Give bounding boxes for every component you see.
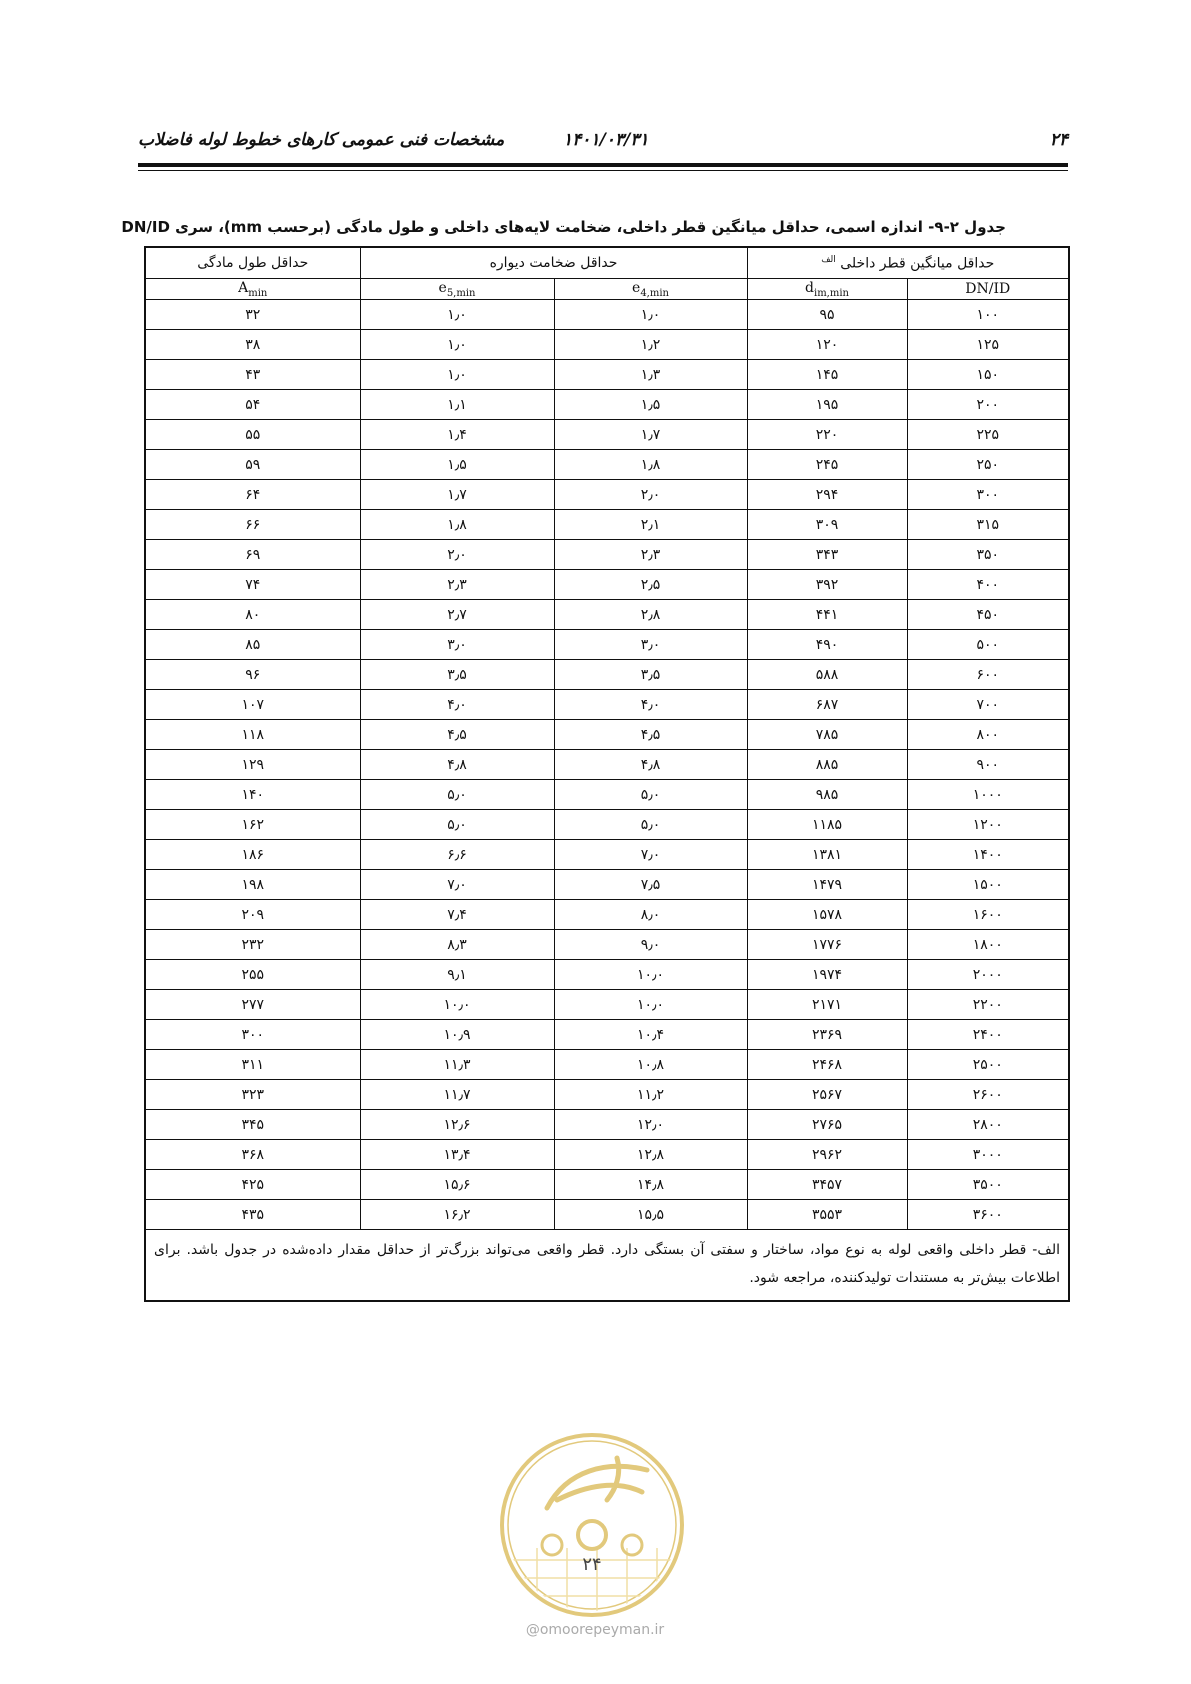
cell-a: ۲۵۵ bbox=[145, 960, 360, 990]
cell-dim: ۱۱۸۵ bbox=[747, 810, 907, 840]
cell-e5: ۱٫۴ bbox=[360, 420, 554, 450]
cell-e5: ۵٫۰ bbox=[360, 780, 554, 810]
cell-dim: ۳۹۲ bbox=[747, 570, 907, 600]
table-row bbox=[145, 1080, 1069, 1110]
cell-e4: ۱۰٫۰ bbox=[554, 960, 747, 990]
cell-e4: ۱٫۳ bbox=[554, 360, 747, 390]
cell-dim: ۵۸۸ bbox=[747, 660, 907, 690]
cell-dn: ۱۶۰۰ bbox=[907, 900, 1069, 930]
cell-a: ۷۴ bbox=[145, 570, 360, 600]
cell-dn: ۲۲۵ bbox=[907, 420, 1069, 450]
cell-e4: ۲٫۰ bbox=[554, 480, 747, 510]
inner-diameter-group-header: حداقل میانگین قطر داخلی $^{الف}$ bbox=[747, 247, 1069, 279]
cell-dn: ۲۲۰۰ bbox=[907, 990, 1069, 1020]
cell-a: ۱۸۶ bbox=[145, 840, 360, 870]
cell-e5: ۷٫۴ bbox=[360, 900, 554, 930]
cell-e5: ۱۰٫۹ bbox=[360, 1020, 554, 1050]
table-row bbox=[145, 570, 1069, 600]
cell-dim: ۲۹۴ bbox=[747, 480, 907, 510]
cell-e5: ۱٫۱ bbox=[360, 390, 554, 420]
cell-dim: ۱۴۷۹ bbox=[747, 870, 907, 900]
table-row bbox=[145, 300, 1069, 330]
cell-dn: ۳۰۰ bbox=[907, 480, 1069, 510]
cell-a: ۳۲۳ bbox=[145, 1080, 360, 1110]
cell-dn: ۲۴۰۰ bbox=[907, 1020, 1069, 1050]
cell-e4: ۳٫۵ bbox=[554, 660, 747, 690]
cell-e5: ۱۵٫۶ bbox=[360, 1170, 554, 1200]
cell-dn: ۱۵۰ bbox=[907, 360, 1069, 390]
cell-dn: ۳۱۵ bbox=[907, 510, 1069, 540]
table-row bbox=[145, 840, 1069, 870]
cell-dn: ۲۸۰۰ bbox=[907, 1110, 1069, 1140]
cell-dim: ۳۴۵۷ bbox=[747, 1170, 907, 1200]
cell-e4: ۸٫۰ bbox=[554, 900, 747, 930]
cell-a: ۶۹ bbox=[145, 540, 360, 570]
cell-e5: ۶٫۶ bbox=[360, 840, 554, 870]
header-date: ۱۴۰۱/۰۳/۳۱ bbox=[563, 130, 649, 150]
cell-e5: ۴٫۸ bbox=[360, 750, 554, 780]
cell-e4: ۵٫۰ bbox=[554, 780, 747, 810]
cell-a: ۱۰۷ bbox=[145, 690, 360, 720]
cell-a: ۳۶۸ bbox=[145, 1140, 360, 1170]
cell-a: ۲۰۹ bbox=[145, 900, 360, 930]
cell-e4: ۱۰٫۰ bbox=[554, 990, 747, 1020]
cell-a: ۱۶۲ bbox=[145, 810, 360, 840]
table-body bbox=[145, 300, 1069, 1230]
cell-e4: ۲٫۸ bbox=[554, 600, 747, 630]
cell-e5: ۱۰٫۰ bbox=[360, 990, 554, 1020]
cell-e5: ۷٫۰ bbox=[360, 870, 554, 900]
group-header-row bbox=[145, 247, 1069, 279]
cell-dim: ۱۷۷۶ bbox=[747, 930, 907, 960]
table-row bbox=[145, 1170, 1069, 1200]
cell-dn: ۳۰۰۰ bbox=[907, 1140, 1069, 1170]
footnote-mark: الف bbox=[821, 254, 836, 265]
document-title: مشخصات فنی عمومی کارهای خطوط لوله فاضلاب bbox=[138, 130, 505, 150]
page-header bbox=[138, 130, 1068, 152]
table-row bbox=[145, 1140, 1069, 1170]
cell-dim: ۱۴۵ bbox=[747, 360, 907, 390]
cell-dim: ۲۳۶۹ bbox=[747, 1020, 907, 1050]
column-header-row bbox=[145, 279, 1069, 300]
table-row bbox=[145, 900, 1069, 930]
cell-dn: ۸۰۰ bbox=[907, 720, 1069, 750]
table-row bbox=[145, 690, 1069, 720]
col-e5-header: $e_{5,min}$ bbox=[360, 279, 554, 300]
cell-dim: ۳۰۹ bbox=[747, 510, 907, 540]
cell-e5: ۱۲٫۶ bbox=[360, 1110, 554, 1140]
cell-dim: ۲۱۷۱ bbox=[747, 990, 907, 1020]
cell-e5: ۱٫۷ bbox=[360, 480, 554, 510]
cell-a: ۳۰۰ bbox=[145, 1020, 360, 1050]
cell-e4: ۱۴٫۸ bbox=[554, 1170, 747, 1200]
cell-dim: ۸۸۵ bbox=[747, 750, 907, 780]
cell-e4: ۷٫۵ bbox=[554, 870, 747, 900]
header-rule-thick bbox=[138, 163, 1068, 167]
table-row bbox=[145, 810, 1069, 840]
table-row bbox=[145, 930, 1069, 960]
cell-e4: ۱۲٫۰ bbox=[554, 1110, 747, 1140]
cell-dim: ۹۸۵ bbox=[747, 780, 907, 810]
table-row bbox=[145, 720, 1069, 750]
cell-a: ۵۹ bbox=[145, 450, 360, 480]
seal-logo bbox=[497, 1430, 687, 1620]
spec-table bbox=[144, 246, 1070, 1302]
cell-e5: ۲٫۳ bbox=[360, 570, 554, 600]
header-rule-thin bbox=[138, 170, 1068, 171]
cell-e4: ۵٫۰ bbox=[554, 810, 747, 840]
cell-e4: ۹٫۰ bbox=[554, 930, 747, 960]
cell-e4: ۱٫۵ bbox=[554, 390, 747, 420]
col-a-header: $A_{min}$ bbox=[145, 279, 360, 300]
cell-dim: ۱۵۷۸ bbox=[747, 900, 907, 930]
cell-dn: ۱۵۰۰ bbox=[907, 870, 1069, 900]
cell-e5: ۸٫۳ bbox=[360, 930, 554, 960]
cell-dn: ۷۰۰ bbox=[907, 690, 1069, 720]
cell-e4: ۲٫۳ bbox=[554, 540, 747, 570]
cell-e5: ۳٫۰ bbox=[360, 630, 554, 660]
cell-e5: ۴٫۵ bbox=[360, 720, 554, 750]
cell-dn: ۴۰۰ bbox=[907, 570, 1069, 600]
footnote-row bbox=[145, 1230, 1069, 1302]
cell-dn: ۴۵۰ bbox=[907, 600, 1069, 630]
cell-dim: ۷۸۵ bbox=[747, 720, 907, 750]
cell-dim: ۲۷۶۵ bbox=[747, 1110, 907, 1140]
table-row bbox=[145, 870, 1069, 900]
cell-dim: ۲۲۰ bbox=[747, 420, 907, 450]
cell-e4: ۱۱٫۲ bbox=[554, 1080, 747, 1110]
page-number: ۲۴ bbox=[1049, 130, 1068, 150]
cell-dim: ۹۵ bbox=[747, 300, 907, 330]
cell-dn: ۳۵۰ bbox=[907, 540, 1069, 570]
cell-dim: ۱۹۷۴ bbox=[747, 960, 907, 990]
table-row bbox=[145, 1200, 1069, 1230]
table-row bbox=[145, 330, 1069, 360]
table-row bbox=[145, 630, 1069, 660]
cell-e5: ۱٫۰ bbox=[360, 330, 554, 360]
table-row bbox=[145, 480, 1069, 510]
cell-e4: ۳٫۰ bbox=[554, 630, 747, 660]
cell-dn: ۳۶۰۰ bbox=[907, 1200, 1069, 1230]
cell-dim: ۳۴۳ bbox=[747, 540, 907, 570]
cell-e5: ۱۱٫۳ bbox=[360, 1050, 554, 1080]
cell-e5: ۳٫۵ bbox=[360, 660, 554, 690]
cell-dn: ۱۰۰۰ bbox=[907, 780, 1069, 810]
cell-e4: ۱۰٫۸ bbox=[554, 1050, 747, 1080]
cell-dn: ۱۸۰۰ bbox=[907, 930, 1069, 960]
cell-e5: ۴٫۰ bbox=[360, 690, 554, 720]
table-row bbox=[145, 660, 1069, 690]
seal-page-number: ۲۴ bbox=[582, 1554, 602, 1575]
cell-dn: ۲۵۰۰ bbox=[907, 1050, 1069, 1080]
cell-e4: ۴٫۵ bbox=[554, 720, 747, 750]
table-row bbox=[145, 450, 1069, 480]
cell-e4: ۲٫۱ bbox=[554, 510, 747, 540]
cell-a: ۴۳ bbox=[145, 360, 360, 390]
cell-a: ۴۳۵ bbox=[145, 1200, 360, 1230]
cell-e4: ۴٫۸ bbox=[554, 750, 747, 780]
cell-e5: ۱۱٫۷ bbox=[360, 1080, 554, 1110]
cell-e4: ۱۲٫۸ bbox=[554, 1140, 747, 1170]
table-row bbox=[145, 540, 1069, 570]
cell-dn: ۲۰۰۰ bbox=[907, 960, 1069, 990]
table-row bbox=[145, 1050, 1069, 1080]
cell-dim: ۱۳۸۱ bbox=[747, 840, 907, 870]
cell-e5: ۱٫۰ bbox=[360, 300, 554, 330]
cell-a: ۱۴۰ bbox=[145, 780, 360, 810]
table-row bbox=[145, 1020, 1069, 1050]
cell-e4: ۱۰٫۴ bbox=[554, 1020, 747, 1050]
cell-a: ۱۱۸ bbox=[145, 720, 360, 750]
table-caption: جدول ۲-۹- اندازه اسمی، حداقل میانگین قطر داخلی، ضخامت لایه‌های داخلی و طول مادگی (برحسب mm)، سری DN/ID bbox=[121, 218, 1006, 236]
cell-e4: ۱٫۸ bbox=[554, 450, 747, 480]
table-row bbox=[145, 990, 1069, 1020]
cell-a: ۸۵ bbox=[145, 630, 360, 660]
socket-length-group-header: حداقل طول مادگی bbox=[145, 247, 360, 279]
cell-dim: ۲۵۶۷ bbox=[747, 1080, 907, 1110]
cell-dim: ۲۴۶۸ bbox=[747, 1050, 907, 1080]
cell-dim: ۶۸۷ bbox=[747, 690, 907, 720]
col-e4-header: $e_{4,min}$ bbox=[554, 279, 747, 300]
table-footnote: الف- قطر داخلی واقعی لوله به نوع مواد، ساختار و سفتی آن بستگی دارد. قطر واقعی می‌تواند بزرگ‌تر از حداقل مقدار داده‌شده در جدول باشد. برای اطلاعات بیش‌تر به مستندات تولیدکننده، مراجعه شود. bbox=[145, 1230, 1069, 1302]
table-row bbox=[145, 750, 1069, 780]
cell-dn: ۱۰۰ bbox=[907, 300, 1069, 330]
cell-e4: ۴٫۰ bbox=[554, 690, 747, 720]
cell-dn: ۲۵۰ bbox=[907, 450, 1069, 480]
cell-e4: ۱٫۲ bbox=[554, 330, 747, 360]
cell-dn: ۱۴۰۰ bbox=[907, 840, 1069, 870]
cell-a: ۳۱۱ bbox=[145, 1050, 360, 1080]
cell-a: ۵۵ bbox=[145, 420, 360, 450]
cell-e5: ۱۶٫۲ bbox=[360, 1200, 554, 1230]
cell-dim: ۱۲۰ bbox=[747, 330, 907, 360]
cell-a: ۳۴۵ bbox=[145, 1110, 360, 1140]
cell-a: ۵۴ bbox=[145, 390, 360, 420]
table-row bbox=[145, 1110, 1069, 1140]
cell-e5: ۱۳٫۴ bbox=[360, 1140, 554, 1170]
cell-dn: ۱۲۵ bbox=[907, 330, 1069, 360]
cell-dn: ۹۰۰ bbox=[907, 750, 1069, 780]
col-dn-header: DN/ID bbox=[907, 279, 1069, 300]
cell-e5: ۲٫۷ bbox=[360, 600, 554, 630]
table-row bbox=[145, 360, 1069, 390]
cell-dn: ۱۲۰۰ bbox=[907, 810, 1069, 840]
cell-e4: ۲٫۵ bbox=[554, 570, 747, 600]
cell-a: ۶۶ bbox=[145, 510, 360, 540]
cell-dim: ۱۹۵ bbox=[747, 390, 907, 420]
cell-a: ۲۷۷ bbox=[145, 990, 360, 1020]
cell-a: ۹۶ bbox=[145, 660, 360, 690]
cell-a: ۸۰ bbox=[145, 600, 360, 630]
cell-e4: ۱٫۷ bbox=[554, 420, 747, 450]
cell-a: ۳۸ bbox=[145, 330, 360, 360]
cell-dn: ۶۰۰ bbox=[907, 660, 1069, 690]
cell-a: ۲۳۲ bbox=[145, 930, 360, 960]
cell-dim: ۴۴۱ bbox=[747, 600, 907, 630]
wall-thickness-group-header: حداقل ضخامت دیواره bbox=[360, 247, 747, 279]
cell-e5: ۱٫۸ bbox=[360, 510, 554, 540]
cell-a: ۳۲ bbox=[145, 300, 360, 330]
cell-e5: ۵٫۰ bbox=[360, 810, 554, 840]
cell-e5: ۱٫۵ bbox=[360, 450, 554, 480]
cell-a: ۴۲۵ bbox=[145, 1170, 360, 1200]
table-row bbox=[145, 510, 1069, 540]
cell-dim: ۴۹۰ bbox=[747, 630, 907, 660]
table-row bbox=[145, 420, 1069, 450]
cell-e4: ۱٫۰ bbox=[554, 300, 747, 330]
cell-a: ۱۲۹ bbox=[145, 750, 360, 780]
cell-dim: ۲۹۶۲ bbox=[747, 1140, 907, 1170]
table-row bbox=[145, 960, 1069, 990]
cell-dn: ۳۵۰۰ bbox=[907, 1170, 1069, 1200]
table-row bbox=[145, 390, 1069, 420]
watermark-text: @omoorepeyman.ir bbox=[525, 1622, 665, 1638]
cell-dn: ۲۰۰ bbox=[907, 390, 1069, 420]
cell-e4: ۱۵٫۵ bbox=[554, 1200, 747, 1230]
cell-dim: ۲۴۵ bbox=[747, 450, 907, 480]
cell-dim: ۳۵۵۳ bbox=[747, 1200, 907, 1230]
cell-a: ۱۹۸ bbox=[145, 870, 360, 900]
cell-dn: ۲۶۰۰ bbox=[907, 1080, 1069, 1110]
cell-dn: ۵۰۰ bbox=[907, 630, 1069, 660]
table-row bbox=[145, 780, 1069, 810]
table-row bbox=[145, 600, 1069, 630]
cell-a: ۶۴ bbox=[145, 480, 360, 510]
cell-e4: ۷٫۰ bbox=[554, 840, 747, 870]
col-dim-header: $d_{im,min}$ bbox=[747, 279, 907, 300]
cell-e5: ۹٫۱ bbox=[360, 960, 554, 990]
cell-e5: ۱٫۰ bbox=[360, 360, 554, 390]
cell-e5: ۲٫۰ bbox=[360, 540, 554, 570]
